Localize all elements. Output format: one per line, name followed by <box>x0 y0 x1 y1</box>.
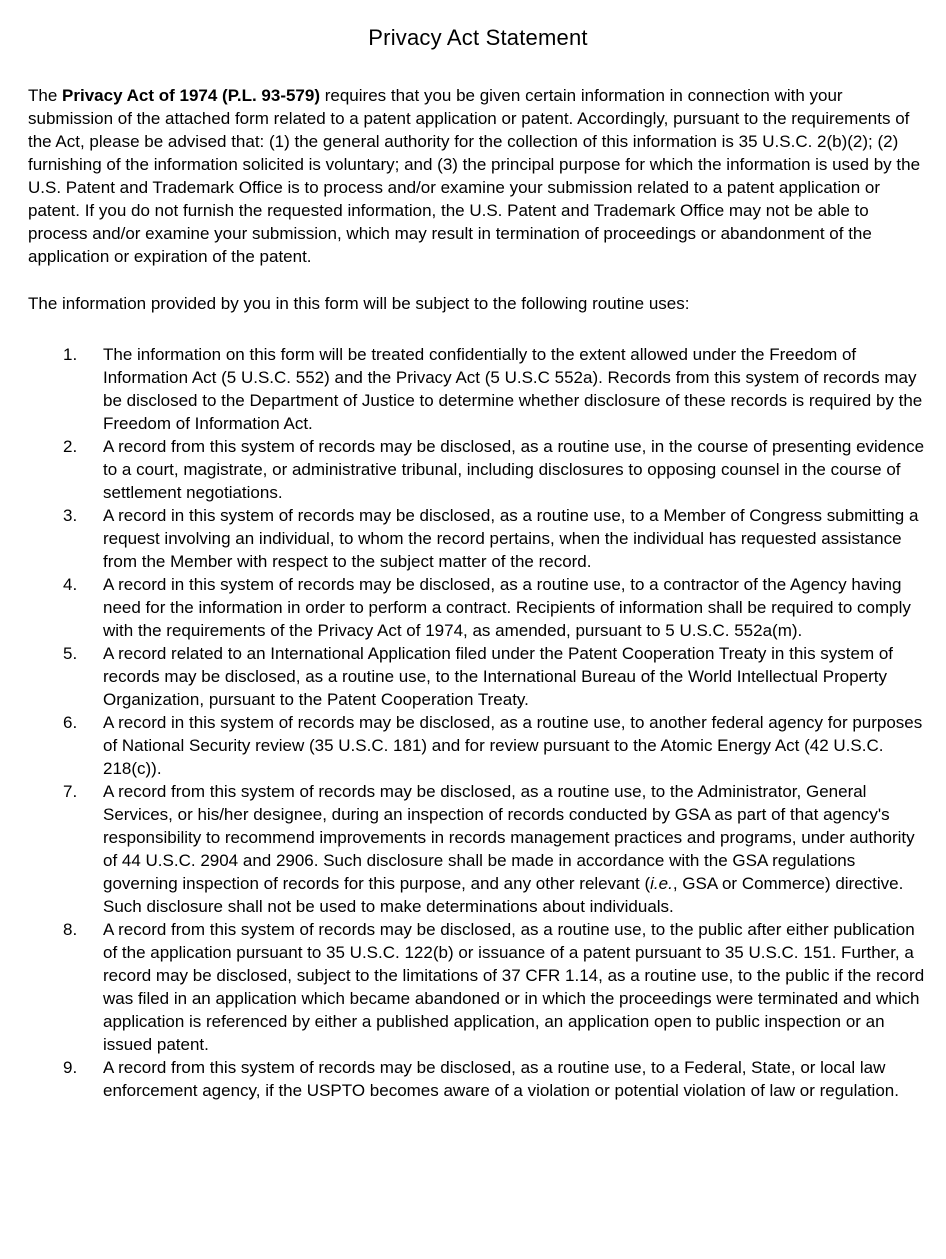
list-item-2 <box>63 435 928 504</box>
list-item-7 <box>63 780 928 918</box>
list-item-number: 8. <box>63 920 78 939</box>
list-item-6 <box>63 711 928 780</box>
intro-text-pre-bold: The <box>28 86 63 105</box>
intro-bold-act-citation: Privacy Act of 1974 (P.L. 93-579) <box>62 86 321 105</box>
page-title: Privacy Act Statement <box>368 25 588 50</box>
list-item-text: A record from this system of records may be disclosed, as a routine use, in the course of presenting evidence to a court, magistrate, or administrative tribunal, including disclosures to opposing counsel in the course of settlement negotiations. <box>103 437 925 502</box>
list-item-number: 3. <box>63 506 78 525</box>
list-item-4 <box>63 573 928 642</box>
list-item-number: 2. <box>63 437 78 456</box>
list-item-1 <box>63 343 928 435</box>
list-item-number: 6. <box>63 713 78 732</box>
list-item-5 <box>63 642 928 711</box>
routine-uses-lead: The information provided by you in this form will be subject to the following routine uses: <box>28 294 690 313</box>
intro-paragraph <box>28 84 928 268</box>
list-item-text: A record from this system of records may be disclosed, as a routine use, to a Federal, State, or local law enforcement agency, if the USPTO becomes aware of a violation or potential violation of law or regulation. <box>103 1058 899 1100</box>
list-item-text: The information on this form will be treated confidentially to the extent allowed under the Freedom of Information Act (5 U.S.C. 552) and the Privacy Act (5 U.S.C 552a). Records from this system of records may be disclosed to the Department of Justice to determine whether disclosure of these records is required by the Freedom of Information Act. <box>103 345 923 433</box>
list-item-number: 9. <box>63 1058 78 1077</box>
list-item-text: A record in this system of records may be disclosed, as a routine use, to another federal agency for purposes of National Security review (35 U.S.C. 181) and for review pursuant to the Atomic Energy Act (42 U.S.C. 218(c)). <box>103 713 923 778</box>
list-item-number: 1. <box>63 345 78 364</box>
list-item-9 <box>63 1056 928 1102</box>
routine-uses-list <box>63 343 928 1102</box>
list-item-text <box>103 780 928 918</box>
list-item-text: A record related to an International Application filed under the Patent Cooperation Treaty in this system of records may be disclosed, as a routine use, to the International Bureau of the World Intellectual Property Organization, pursuant to the Patent Cooperation Treaty. <box>103 644 894 709</box>
list-item-8 <box>63 918 928 1056</box>
list-item-number: 5. <box>63 644 78 663</box>
item7-italic-ie: i.e. <box>650 874 673 893</box>
item7-text-after-italic: , GSA or Commerce) directive. Such disclosure shall not be used to make determinations about individuals. <box>103 874 904 916</box>
list-item-3 <box>63 504 928 573</box>
list-item-text: A record in this system of records may be disclosed, as a routine use, to a Member of Congress submitting a request involving an individual, to whom the record pertains, when the individual has requested assistance from the Member with respect to the subject matter of the record. <box>103 506 919 571</box>
list-item-text: A record from this system of records may be disclosed, as a routine use, to the public after either publication of the application pursuant to 35 U.S.C. 122(b) or issuance of a patent pursuant to 35 U.S.C. 151. Further, a record may be disclosed, subject to the limitations of 37 CFR 1.14, as a routine use, to the public if the record was filed in an application which became abandoned or in which the proceedings were terminated and which application is referenced by either a published application, an application open to public inspection or an issued patent. <box>103 920 925 1054</box>
list-item-number: 4. <box>63 575 78 594</box>
list-item-text: A record in this system of records may be disclosed, as a routine use, to a contractor of the Agency having need for the information in order to perform a contract. Recipients of information shall be required to comply with the requirements of the Privacy Act of 1974, as amended, pursuant to 5 U.S.C. 552a(m). <box>103 575 911 640</box>
list-item-number: 7. <box>63 782 78 801</box>
item7-text-before-italic: A record from this system of records may be disclosed, as a routine use, to the Administrator, General Services, or his/her designee, during an inspection of records conducted by GSA as part of that agency's responsibility to recommend improvements in records management practices and programs, under authority of 44 U.S.C. 2904 and 2906. Such disclosure shall be made in accordance with the GSA regulations governing inspection of records for this purpose, and any other relevant ( <box>103 782 915 893</box>
intro-text-post-bold: requires that you be given certain information in connection with your submission of the attached form related to a patent application or patent. Accordingly, pursuant to the requirements of the Act, please be advised that: (1) the general authority for the collection of this information is 35 U.S.C. 2(b)(2); (2) furnishing of the information solicited is voluntary; and (3) the principal purpose for which the information is used by the U.S. Patent and Trademark Office is to process and/or examine your submission related to a patent application or patent. If you do not furnish the requested information, the U.S. Patent and Trademark Office may not be able to process and/or examine your submission, which may result in termination of proceedings or abandonment of the application or expiration of the patent. <box>28 86 921 266</box>
